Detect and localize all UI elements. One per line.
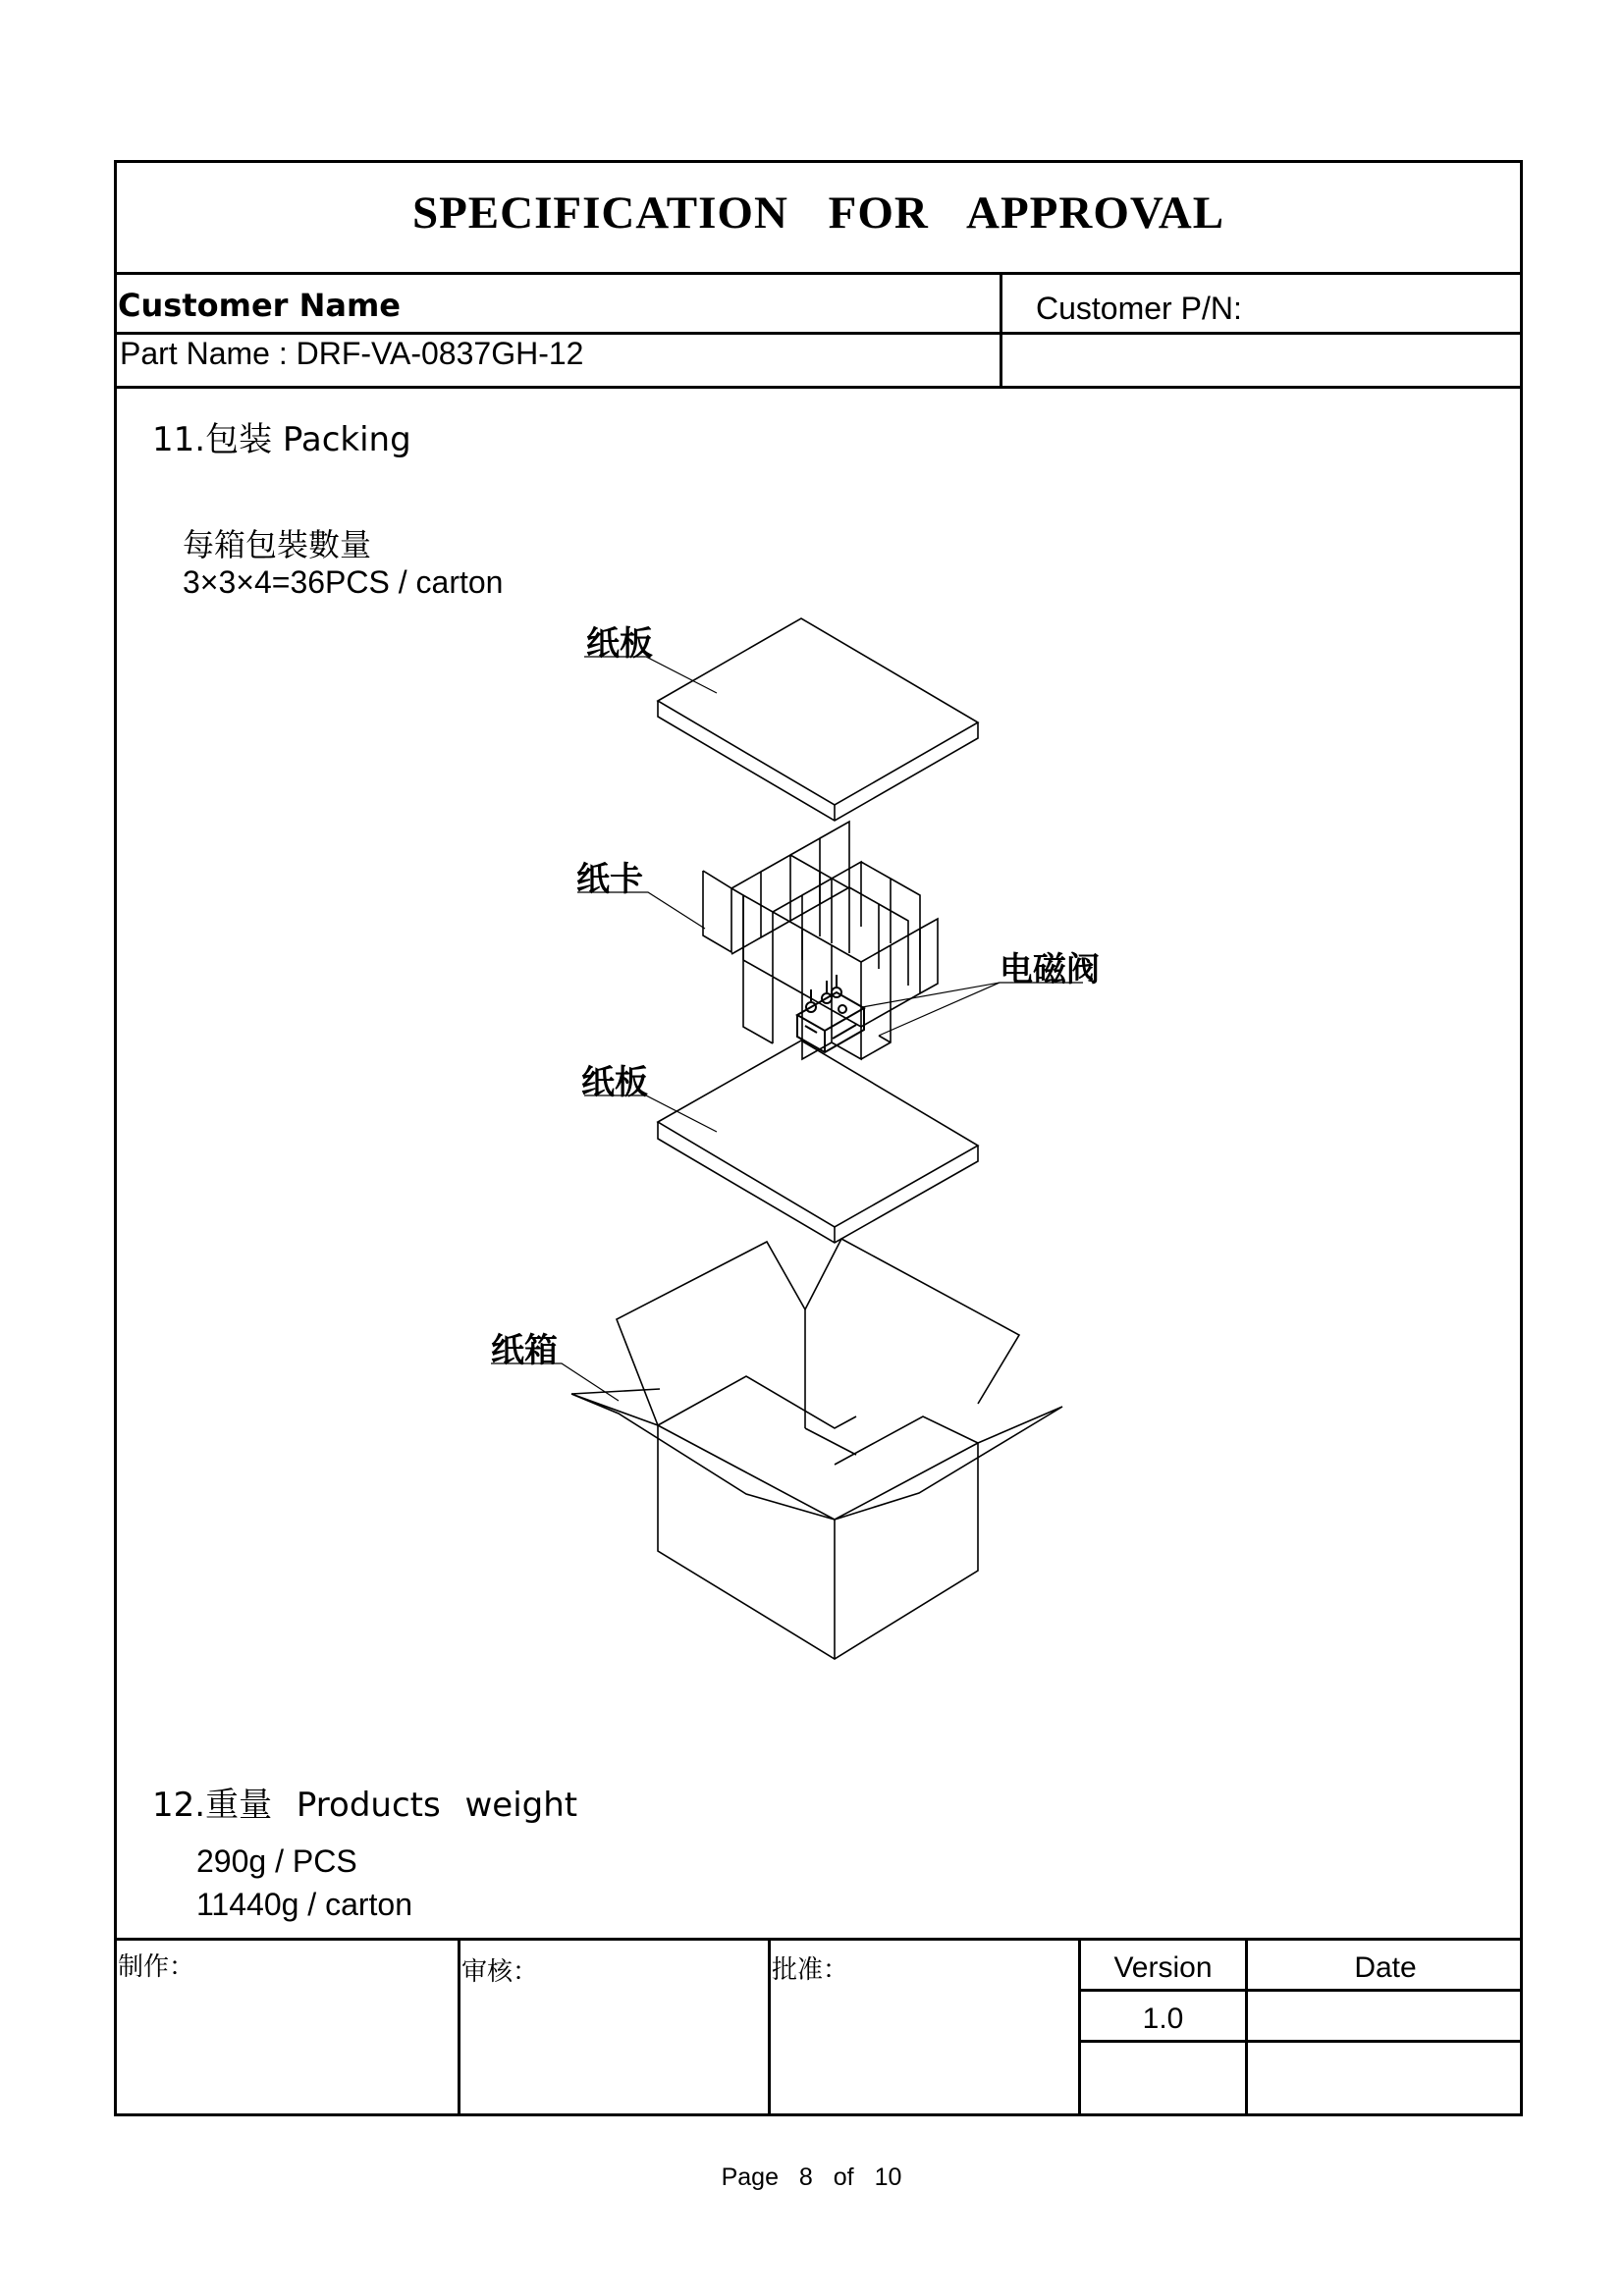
divider-grid-drawing bbox=[703, 822, 938, 1059]
valve-drawing bbox=[797, 975, 864, 1052]
approved-by-label: 批准： bbox=[772, 1955, 849, 1985]
version-header: Version bbox=[1113, 1951, 1213, 1984]
customer-pn-label: Customer P/N: bbox=[1036, 291, 1242, 326]
weight-heading: 12.重量 Products weight bbox=[152, 1786, 578, 1825]
weight-per-piece: 290g / PCS bbox=[196, 1843, 357, 1879]
label-carton: 纸箱 bbox=[491, 1331, 558, 1370]
date-header: Date bbox=[1354, 1951, 1417, 1984]
version-value: 1.0 bbox=[1142, 2002, 1184, 2035]
qty-label: 每箱包裝數量 bbox=[183, 526, 372, 563]
page-number: Page 8 of 10 bbox=[721, 2163, 902, 2191]
label-valve: 电磁阀 bbox=[1000, 950, 1100, 989]
part-name: Part Name : DRF-VA-0837GH-12 bbox=[120, 336, 584, 371]
leader-lines bbox=[491, 657, 1083, 1401]
customer-name-label: Customer Name bbox=[118, 287, 401, 324]
label-top-board: 纸板 bbox=[586, 624, 653, 664]
packing-heading: 11.包装 Packing bbox=[152, 420, 411, 459]
page-title: SPECIFICATION FOR APPROVAL bbox=[411, 187, 1225, 239]
top-board-drawing bbox=[658, 618, 978, 821]
weight-per-carton: 11440g / carton bbox=[196, 1887, 413, 1922]
qty-value: 3×3×4=36PCS / carton bbox=[183, 564, 504, 600]
reviewed-by-label: 审核： bbox=[461, 1957, 539, 1987]
label-divider: 纸卡 bbox=[576, 860, 643, 899]
made-by-label: 制作： bbox=[118, 1952, 195, 1982]
carton-drawing bbox=[571, 1239, 1062, 1659]
label-bottom-board: 纸板 bbox=[581, 1063, 648, 1102]
bottom-board-drawing bbox=[658, 1041, 978, 1243]
